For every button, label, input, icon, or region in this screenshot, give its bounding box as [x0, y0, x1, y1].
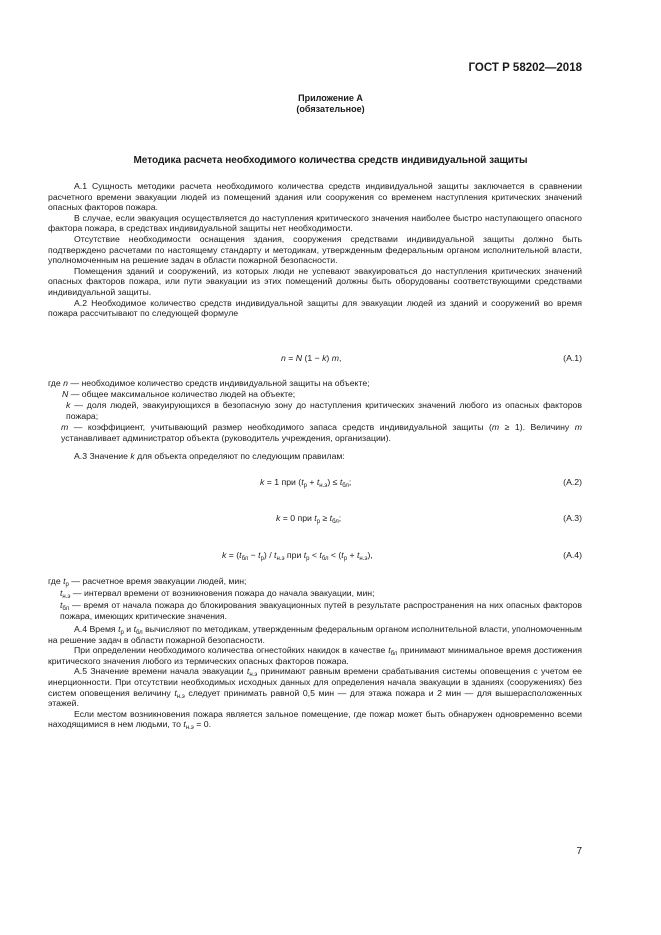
where-n: где n — необходимое количество средств индивидуальной защиты на объекте; [48, 378, 370, 388]
paragraph-a4: А.4 Время $t_р$ и $t_{бл}$ вычисляют по методикам, утвержденным федеральным органом исполнительной власти, уполномоченным на решение задач в области пожарной безопасности. [48, 624, 582, 645]
paragraph-a1: А.1 Сущность методики расчета необходимого количества средств индивидуальной защиты заключается в сравнении расчетного времени эвакуации людей из помещений здания или сооружения со временем наступления критических значений опасных факторов пожара. [48, 181, 582, 213]
equation-a1: n = N (1 − k) m, [281, 353, 342, 363]
paragraph-no-need: Отсутствие необходимости оснащения здания, сооружения средствами индивидуальной защиты должно быть подтверждено расчетами по настоящему стандарту и методикам, утвержденным федеральным органом исполнительной власти, уполномоченным на решение задач в области пожарной безопасности. [48, 233, 582, 266]
paragraph-a3: А.3 Значение k для объекта определяют по следующим правилам: [74, 451, 345, 461]
intro-text [48, 181, 582, 319]
where-tbl: $t_{бл}$ — время от начала пожара до блокирования эвакуационных путей в результате распространения на них опасных факторов пожара, имеющих критические значения. [60, 600, 582, 621]
appendix-subtitle: (обязательное) [296, 104, 365, 114]
equation-a3: k = 0 при $t_р \ge t_{бл}$; [276, 513, 342, 525]
equation-a1-label: (А.1) [563, 353, 582, 363]
paragraph-a5: А.5 Значение времени начала эвакуации $t_{н.э}$ принимают равным времени срабатывания системы оповещения с учетом ее инерционности. При отсутствии необходимых исходных данных для определения начала эвакуации в зданиях (сооружениях) без систем оповещения величину $t_{н.э}$ следует принимать равной 0,5 мин — для этажа пожара и 2 мин — для вышерасположенных этажей. [48, 666, 583, 709]
equation-a2: k = 1 при $(t_р + t_{н.э}) \le t_{бл}$; [260, 477, 352, 489]
paragraph-a2: А.2 Необходимое количество средств индивидуальной защиты для эвакуации людей из зданий и сооружений во время пожара рассчитывают по следующей формуле [48, 297, 582, 319]
paragraph-premises: Помещения зданий и сооружений, из которых люди не успевают эвакуироваться до наступления критических значений опасных факторов пожара, или пути эвакуации из этих помещений должны быть оборудованы соответствующими средствами индивидуальной защиты. [48, 265, 582, 297]
where-tp: где $t_р$ — расчетное время эвакуации людей, мин; [48, 576, 247, 588]
paragraph-hall: Если местом возникновения пожара является зальное помещение, где пожар может быть обнаружен одновременно всеми находящимися в нем людьми, то $t_{н.э} = 0$. [48, 708, 582, 732]
appendix-title: Приложение А [298, 93, 363, 103]
closing-text [48, 624, 582, 730]
where-N: N — общее максимальное количество людей на объекте; [62, 389, 296, 399]
equation-a2-label: (А.2) [563, 477, 582, 487]
equation-a3-label: (А.3) [563, 513, 582, 523]
section-title: Методика расчета необходимого количества средств индивидуальной защиты [133, 155, 528, 166]
where-k: k — доля людей, эвакуирующихся в безопасную зону до наступления критических значений любого из опасных факторов пожара; [66, 400, 582, 421]
where-m: m — коэффициент, учитывающий размер необходимого запаса средств индивидуальной защиты (m ≥ 1). Величину m устанавливает администратор объекта (руководитель учреждения, организации). [61, 422, 583, 443]
equation-a4-label: (А.4) [563, 550, 582, 560]
equation-a4: $k = (t_{бл} - t_р) / t_{н.э}$ при $t_р < t_{бл} < (t_р + t_{н.э})$, [222, 550, 373, 562]
where-tne: $t_{н.э}$ — интервал времени от возникновения пожара до начала эвакуации, мин; [60, 588, 375, 600]
paragraph-evacuation: В случае, если эвакуация осуществляется до наступления критического значения наиболее быстро наступающего опасного фактора пожара, в средствах индивидуальной защиты нет необходимости. [48, 212, 582, 234]
paragraph-capes: При определении необходимого количества огнестойких накидок в качестве $t_{бл}$ принимают минимальное время достижения критического значения любого из термических опасных факторов пожара. [48, 645, 582, 666]
standard-number: ГОСТ Р 58202—2018 [468, 62, 582, 74]
page-number: 7 [576, 846, 582, 857]
